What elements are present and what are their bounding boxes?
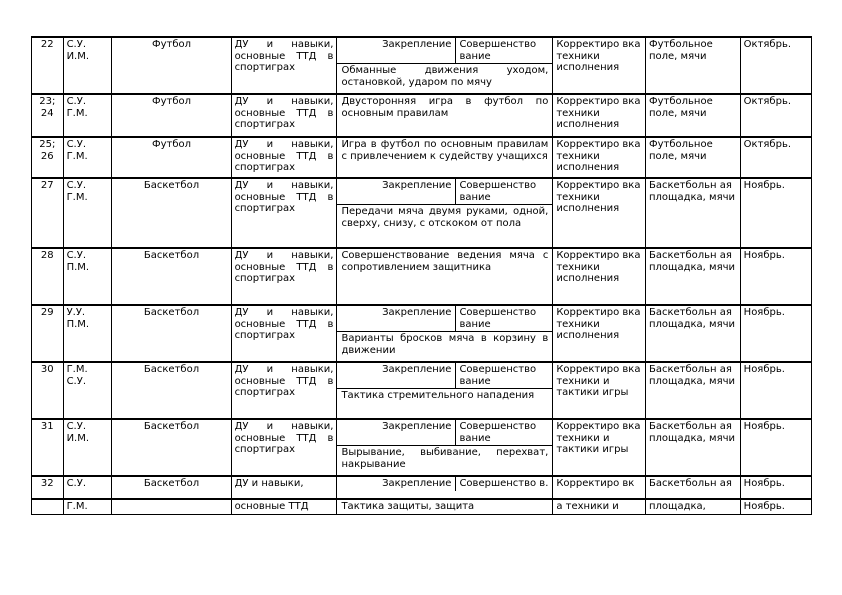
task-description: Тактика защиты, защита bbox=[341, 501, 475, 512]
table-row bbox=[32, 476, 812, 499]
aim-cell: ДУ и навыки, основные ТТД в спортиграх bbox=[231, 248, 337, 305]
task-cell bbox=[337, 137, 553, 178]
table-row bbox=[32, 178, 812, 248]
method-cell: Корректиро вка техники исполнения bbox=[553, 178, 646, 248]
table-row bbox=[32, 137, 812, 178]
task-stage-consolidation: Закрепление bbox=[337, 363, 456, 388]
method-cell: Корректиро вка техники исполнения bbox=[553, 94, 646, 137]
method-cell: Корректиро вка техники исполнения bbox=[553, 248, 646, 305]
students-cell: С.У. Г.М. bbox=[63, 94, 112, 137]
task-stage-row bbox=[337, 477, 552, 491]
task-stage-consolidation: Закрепление bbox=[337, 306, 456, 331]
method-cell: Корректиро вк bbox=[553, 476, 646, 499]
task-stage-row bbox=[337, 363, 552, 389]
task-stage-consolidation: Закрепление bbox=[337, 477, 456, 491]
equipment-cell: Футбольное поле, мячи bbox=[645, 94, 740, 137]
students-cell: У.У. П.М. bbox=[63, 305, 112, 362]
sport-cell: Баскетбол bbox=[112, 362, 231, 419]
method-cell: Корректиро вка техники исполнения bbox=[553, 305, 646, 362]
task-stage-row bbox=[337, 420, 552, 446]
table-row bbox=[32, 499, 812, 514]
task-description: Варианты бросков мяча в корзину в движении bbox=[341, 333, 549, 356]
task-stage-row bbox=[337, 38, 552, 64]
task-cell bbox=[337, 362, 553, 419]
aim-cell: ДУ и навыки, основные ТТД в спортиграх bbox=[231, 37, 337, 94]
equipment-cell: Футбольное поле, мячи bbox=[645, 137, 740, 178]
task-stage-consolidation: Закрепление bbox=[337, 420, 456, 445]
students-cell: Г.М. С.У. bbox=[63, 362, 112, 419]
students-cell: С.У. П.М. bbox=[63, 248, 112, 305]
task-stage-improvement: Совершенство в. bbox=[459, 478, 549, 489]
method-cell: а техники и bbox=[553, 499, 646, 514]
equipment-cell: Футбольное поле, мячи bbox=[645, 37, 740, 94]
students-cell: С.У. bbox=[63, 476, 112, 499]
sport-cell: Баскетбол bbox=[112, 178, 231, 248]
lesson-number-cell: 25; 26 bbox=[32, 137, 64, 178]
task-stage-row bbox=[337, 179, 552, 205]
students-cell: С.У. Г.М. bbox=[63, 178, 112, 248]
task-description: Передачи мяча двумя руками, одной, сверху, снизу, с отскоком от пола bbox=[341, 206, 549, 229]
equipment-cell: Баскетбольн ая площадка, мячи bbox=[645, 178, 740, 248]
aim-cell: ДУ и навыки, основные ТТД в спортиграх bbox=[231, 178, 337, 248]
task-description: Двусторонняя игра в футбол по основным правилам bbox=[341, 96, 549, 119]
task-stage-improvement: Совершенство вание bbox=[459, 180, 537, 203]
month-cell: Ноябрь. bbox=[740, 178, 811, 248]
task-cell bbox=[337, 37, 553, 94]
month-cell: Октябрь. bbox=[740, 37, 811, 94]
aim-cell: ДУ и навыки, bbox=[231, 476, 337, 499]
method-cell: Корректиро вка техники и тактики игры bbox=[553, 419, 646, 476]
sport-cell: Футбол bbox=[112, 137, 231, 178]
lesson-number-cell: 29 bbox=[32, 305, 64, 362]
aim-cell: ДУ и навыки, основные ТТД в спортиграх bbox=[231, 305, 337, 362]
task-cell bbox=[337, 178, 553, 248]
sport-cell bbox=[112, 499, 231, 514]
lesson-number-cell: 27 bbox=[32, 178, 64, 248]
table-row bbox=[32, 94, 812, 137]
task-cell bbox=[337, 419, 553, 476]
students-cell: С.У. И.М. bbox=[63, 419, 112, 476]
task-cell bbox=[337, 305, 553, 362]
lesson-number-cell: 30 bbox=[32, 362, 64, 419]
month-cell: Ноябрь. bbox=[740, 476, 811, 499]
task-description: Обманные движения уходом, остановкой, ударом по мячу bbox=[341, 65, 549, 88]
table-row bbox=[32, 248, 812, 305]
table-row bbox=[32, 419, 812, 476]
aim-cell: ДУ и навыки, основные ТТД в спортиграх bbox=[231, 94, 337, 137]
method-cell: Корректиро вка техники исполнения bbox=[553, 137, 646, 178]
sport-cell: Футбол bbox=[112, 37, 231, 94]
task-stage-improvement: Совершенство вание bbox=[459, 421, 537, 444]
month-cell: Ноябрь. bbox=[740, 248, 811, 305]
lesson-plan-table bbox=[31, 36, 812, 515]
equipment-cell: Баскетбольн ая площадка, мячи bbox=[645, 419, 740, 476]
aim-cell: основные ТТД bbox=[231, 499, 337, 514]
task-cell bbox=[337, 248, 553, 305]
lesson-number-cell: 31 bbox=[32, 419, 64, 476]
task-cell bbox=[337, 499, 553, 514]
equipment-cell: площадка, bbox=[645, 499, 740, 514]
task-cell bbox=[337, 476, 553, 499]
task-stage-improvement: Совершенство вание bbox=[459, 307, 537, 330]
aim-cell: ДУ и навыки, основные ТТД в спортиграх bbox=[231, 362, 337, 419]
task-description: Вырывание, выбивание, перехват, накрывание bbox=[341, 447, 549, 470]
lesson-number-cell bbox=[32, 499, 64, 514]
month-cell: Ноябрь. bbox=[740, 305, 811, 362]
lesson-number-cell: 32 bbox=[32, 476, 64, 499]
equipment-cell: Баскетбольн ая площадка, мячи bbox=[645, 248, 740, 305]
method-cell: Корректиро вка техники исполнения bbox=[553, 37, 646, 94]
equipment-cell: Баскетбольн ая площадка, мячи bbox=[645, 305, 740, 362]
method-cell: Корректиро вка техники и тактики игры bbox=[553, 362, 646, 419]
month-cell: Ноябрь. bbox=[740, 419, 811, 476]
sport-cell: Футбол bbox=[112, 94, 231, 137]
task-stage-consolidation: Закрепление bbox=[337, 38, 456, 63]
lesson-number-cell: 23; 24 bbox=[32, 94, 64, 137]
month-cell: Ноябрь. bbox=[740, 362, 811, 419]
lesson-number-cell: 22 bbox=[32, 37, 64, 94]
task-stage-improvement: Совершенство вание bbox=[459, 39, 537, 62]
sport-cell: Баскетбол bbox=[112, 476, 231, 499]
aim-cell: ДУ и навыки, основные ТТД в спортиграх bbox=[231, 137, 337, 178]
equipment-cell: Баскетбольн ая bbox=[645, 476, 740, 499]
task-description: Игра в футбол по основным правилам с привлечением к судейству учащихся bbox=[341, 139, 549, 162]
lesson-number-cell: 28 bbox=[32, 248, 64, 305]
students-cell: С.У. Г.М. bbox=[63, 137, 112, 178]
task-cell bbox=[337, 94, 553, 137]
task-stage-consolidation: Закрепление bbox=[337, 179, 456, 204]
task-stage-row bbox=[337, 306, 552, 332]
month-cell: Октябрь. bbox=[740, 94, 811, 137]
sport-cell: Баскетбол bbox=[112, 419, 231, 476]
table-row bbox=[32, 305, 812, 362]
equipment-cell: Баскетбольн ая площадка, мячи bbox=[645, 362, 740, 419]
sport-cell: Баскетбол bbox=[112, 248, 231, 305]
aim-cell: ДУ и навыки, основные ТТД в спортиграх bbox=[231, 419, 337, 476]
students-cell: С.У. И.М. bbox=[63, 37, 112, 94]
month-cell: Октябрь. bbox=[740, 137, 811, 178]
month-cell: Ноябрь. bbox=[740, 499, 811, 514]
sport-cell: Баскетбол bbox=[112, 305, 231, 362]
task-description: Совершенствование ведения мяча с сопротивлением защитника bbox=[341, 250, 549, 273]
table-row bbox=[32, 37, 812, 94]
students-cell: Г.М. bbox=[63, 499, 112, 514]
task-description: Тактика стремительного нападения bbox=[341, 390, 535, 401]
task-stage-improvement: Совершенство вание bbox=[459, 364, 537, 387]
table-row bbox=[32, 362, 812, 419]
